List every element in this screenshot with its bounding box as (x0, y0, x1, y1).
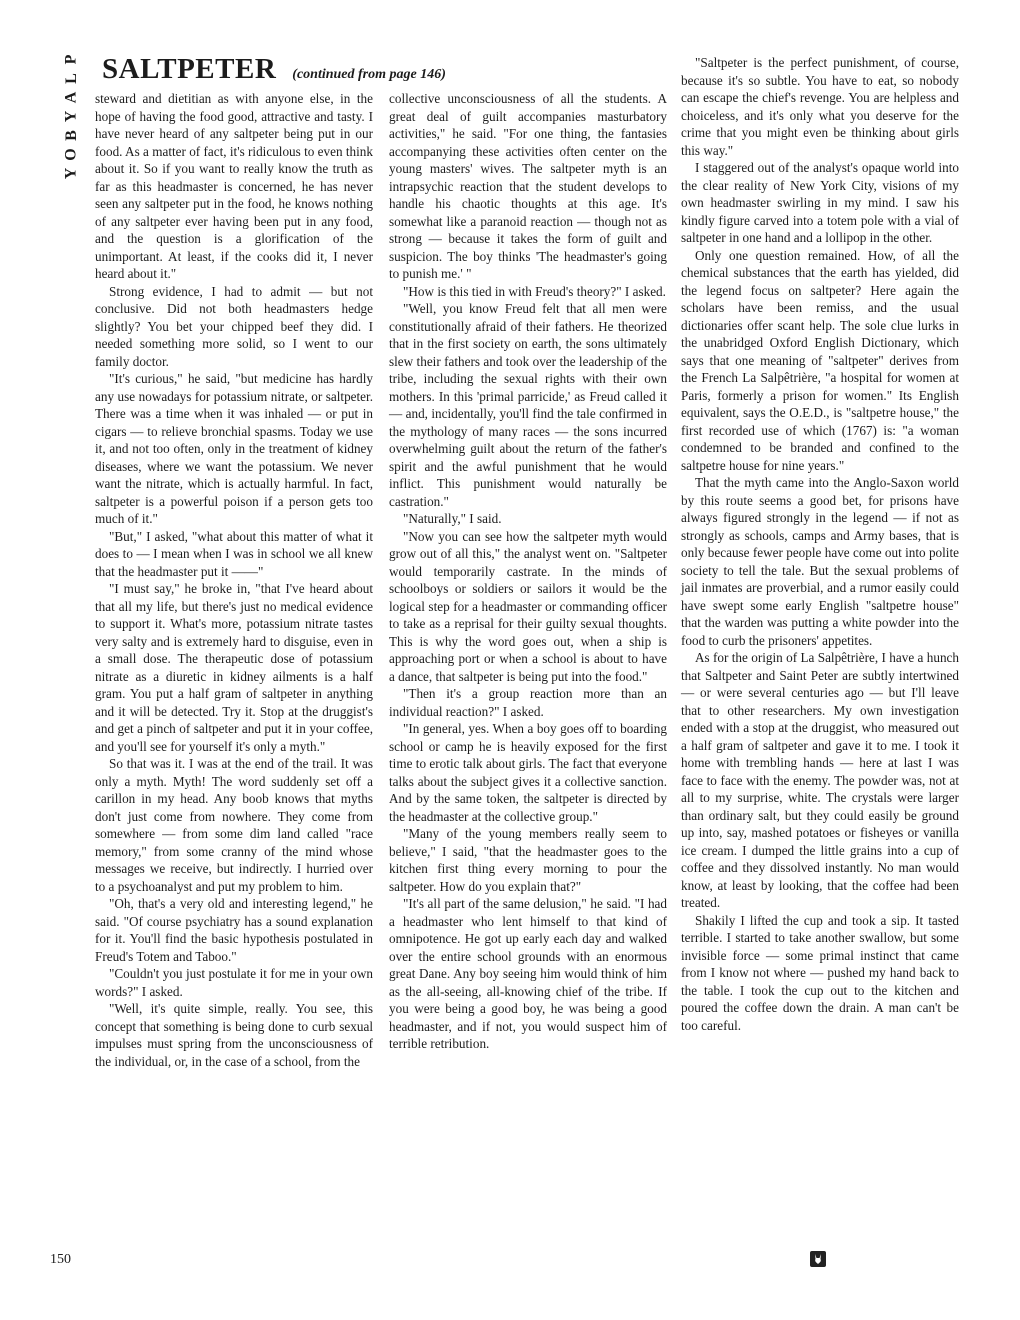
paragraph: "Then it's a group reaction more than an individual reaction?" I asked. (389, 686, 667, 719)
paragraph: "It's all part of the same delusion," he said. "I had a headmaster who lent himself to that kind of omnipotence. He got up early each day and walked over the entire school grounds with an enormous great Dane. Any boy seeing him would think of him as the all-seeing, all-knowing chief of the tribe. If you were being a good boy, he was being a good headmaster, and if not, you would suspect him of terrible retribution. (389, 896, 667, 1051)
spine-letter: A (62, 91, 80, 104)
continued-note: (continued from page 146) (292, 67, 446, 82)
spine-letter: L (62, 73, 80, 84)
paragraph: So that was it. I was at the end of the trail. It was only a myth. Myth! The word suddenly set off a carillon in my head. Any boob knows that myths don't just come from nowhere. They come from somewhere — from some dim land called "race memory," from some cranny of the mind whose messages we receive, but indirectly. I hurried over to a psychoanalyst and put my problem to him. (95, 756, 373, 894)
text-column-2 (389, 90, 667, 1053)
paragraph: "It's curious," he said, "but medicine has hardly any use nowadays for potassium nitrate, or saltpeter. There was a time when it was inhaled — or put in cigars — to relieve bronchial spasms. Today we use it, and not too often, only in the treatment of kidney diseases, where we want the potassium. We never want the nitrate, which is actually harmful. In fact, saltpeter is a powerful poison if a person gets too much of it." (95, 371, 373, 526)
paragraph: "But," I asked, "what about this matter of what it does to — I mean when I was in school we all knew that the headmaster put it ——" (95, 528, 373, 579)
paragraph: As for the origin of La Salpêtrière, I have a hunch that Saltpeter and Saint Peter are subtly intertwined — or were several centuries ago — but I'll leave that to other researchers. My own investigation ended with a stop at the druggist, who measured out a half gram of saltpeter and gave it to me. I took it home with trembling hands — here at last I was face to face with the enemy. The powder was, not at all to my surprise, white. The crystals were larger than ordinary salt, but they could easily be ground up into, say, mashed potatoes or fisheyes or vanilla ice cream. I dumped the little grains into a cup of coffee and they dissolved instantly. No man would know, at least by looking, that the coffee had been treated. (681, 650, 959, 910)
paragraph: "Oh, that's a very old and interesting legend," he said. "Of course psychiatry has a sound explanation for it. You'll find the basic hypothesis postulated in Freud's Totem and Taboo." (95, 896, 373, 964)
paragraph: Shakily I lifted the cup and took a sip. It tasted terrible. I started to take another swallow, but some invisible force — some primal instinct that came from I know not where — pushed my hand back to the table. I took the cup out to the kitchen and poured the coffee down the drain. A man can't be too careful. (681, 912, 959, 1033)
spine-letter: Y (62, 110, 80, 123)
paragraph: "Naturally," I said. (403, 511, 502, 526)
paragraph: "Now you can see how the saltpeter myth would grow out of all this," the analyst went on. "Saltpeter would temporarily castrate. In the minds of schoolboys or soldiers or sailors it would be the logical step for a headmaster or commanding officer to take as a reprisal for their guilty sexual thoughts. This is why the word goes out, when a ship is approaching port or when a school is about to have a dance, that saltpeter is being put into the food." (389, 528, 667, 684)
magazine-spine-label (60, 50, 82, 183)
paragraph: I staggered out of the analyst's opaque world into the clear reality of New York City, visions of my own headmaster swirling in my mind. I saw his kindly figure carved into a totem pole with a vial of saltpeter in one hand and a lollipop in the other. (681, 160, 959, 245)
spine-letter: B (62, 130, 80, 141)
paragraph: "Well, it's quite simple, really. You see, this concept that something is being done to curb sexual impulses must spring from the unconsciousness of the individual, or, in the case of a school, from the (95, 1001, 373, 1069)
paragraph: "I must say," he broke in, "that I've heard about that all my life, but there's just no medical evidence to support it. What's more, potassium nitrate tastes very salty and is extremely hard to disguise, even in a small dose. The therapeutic dose of potassium nitrate as a diuretic in kidney ailments is a half gram. You put a half gram of saltpeter in anything and it will be detected. Try it. Stop at the druggist's and get a pinch of saltpeter and put it in your coffee, and you'll see for yourself it's only a myth." (95, 581, 373, 754)
text-column-1 (95, 90, 373, 1070)
paragraph: "How is this tied in with Freud's theory?" I asked. (403, 283, 666, 299)
spine-letter: Y (62, 167, 80, 180)
paragraph: steward and dietitian as with anyone else, in the hope of having the food good, attractive and tasty. I have never heard of any saltpeter being put in our food. As a matter of fact, it's ridiculous to even think about it. So if you want to really know the truth as far as this headmaster is concerned, he has never seen any saltpeter put in the food, he knows nothing of any saltpeter ever having been put in any food, and the question is a glorification of the unimportant. At least, if the cooks did it, I never heard about it." (95, 91, 373, 281)
paragraph: Strong evidence, I had to admit — but not conclusive. Did not both headmasters hedge slightly? You bet your chipped beef they did. I needed something more solid, so I went to our family doctor. (95, 283, 373, 369)
paragraph: collective unconsciousness of all the students. A great deal of guilt accompanies masturbatory activities," he said. "For one thing, the fantasies accompanying these activities often center on the young masters' wives. The saltpeter myth is an intrapsychic reaction that the student develops to handle his chaotic thoughts at this age. It's somewhat like a paranoid reaction — though not as strong — because it takes the form of guilt and suspicion. The boy thinks 'The headmaster's going to punish me.' " (389, 91, 667, 281)
paragraph: "Saltpeter is the perfect punishment, of course, because it's so subtle. You have to eat, so nobody can escape the chief's revenge. You are helpless and choiceless, and it's only what you deserve for the crime that you might even be thinking about girls this way." (681, 55, 959, 158)
spine-letter: O (62, 148, 80, 161)
paragraph: "Well, you know Freud felt that all men were constitutionally afraid of their fathers. He theorized that in the first society on earth, the sons ultimately slew their fathers and took over the leadership of the tribe, including the sexual rights with their own mothers. In this 'primal parricide,' as Freud called it — and, incidentally, you'll find the tale confirmed in the mythology of many races — the sons incurred overwhelming guilt about the return of the father's spirit and the awful punishment that he would inflict. This punishment would naturally be castration." (389, 301, 667, 509)
article-header (102, 53, 446, 86)
text-column-3 (681, 54, 959, 1034)
page-number: 150 (50, 1252, 71, 1267)
paragraph: "In general, yes. When a boy goes off to boarding school or camp he is heavily exposed for the first time to erotic talk about girls. The fact that everyone talks about the subject gives it a collective sanction. And by the same token, the saltpeter is directed by the headmaster at the collective group." (389, 721, 667, 824)
paragraph: Only one question remained. How, of all the chemical substances that the earth has yielded, did the legend focus on saltpeter? Here again the scholars have been remiss, and the usual dictionaries offer scant help. The sole clue lurks in the unabridged Oxford English Dictionary, which says that one meaning of "saltpeter" derives from the French La Salpêtrière, "a hospital for women at Paris, formerly a prison for women." Its English equivalent, says the O.E.D., is "saltpetre house," the first recorded use of which (1767) is: "a woman condemned to be branded and confined to the saltpetre house for nine years." (681, 247, 959, 473)
article-title: SALTPETER (102, 53, 277, 85)
rabbit-head-icon (810, 1251, 826, 1267)
paragraph: "Couldn't you just postulate it for me in your own words?" I asked. (95, 966, 373, 999)
paragraph: "Many of the young members really seem to believe," I said, "that the headmaster goes to the kitchen first thing every morning to pour the saltpeter. How do you explain that?" (389, 826, 667, 894)
paragraph: That the myth came into the Anglo-Saxon world by this route seems a good bet, for prisons have always figured strongly in the legend — if not as strongly as schools, camps and Army bases, that is only because fewer people have come out into polite society to tell the tale. But the sexual problems of jail inmates are proverbial, and a rumor easily could have swept some early English "saltpetre house" that the warden was putting a white powder into the food to curb the prisoners' appetites. (681, 475, 959, 648)
spine-letter: P (62, 54, 80, 65)
